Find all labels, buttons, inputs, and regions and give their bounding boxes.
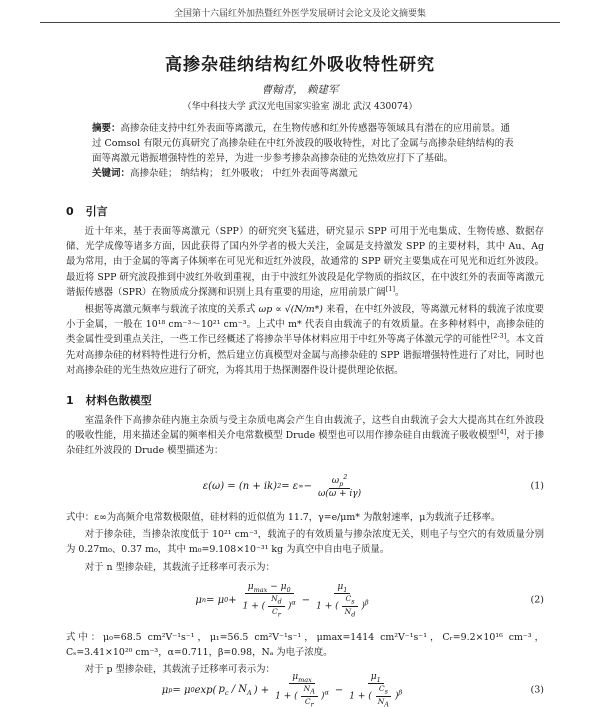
- eq1-explanation: 式中：ε∞为高频介电常数极限值，硅材料的近似值为 11.7，γ=e/μm* 为散射速率，μ为载流子迁移率。: [66, 512, 501, 523]
- equation-number: (3): [530, 684, 544, 696]
- equation-number: (2): [530, 594, 544, 606]
- abstract-text: 高掺杂硅支持中红外表面等离激元，在生物传感和红外传感器等领域具有潜在的应用前景。通过 Comsol 有限元仿真研究了高掺杂硅在中红外波段的吸收特性，对比了金属与高掺杂硅纳结构的表面等离激元谐振增强特性的差异，为进一步参考掺杂高掺杂硅的光热效应打下了基础。: [92, 123, 514, 164]
- citation[interactable]: [1]: [385, 284, 396, 293]
- equation-2: μ n = μ 0 + $\mu_{max} - \mu_0$ 1 + ( $\frac{Nd}{Cr}$ )$^\alpha$ − $\mu_1$ 1 + ( $\frac{Cs}{Nd}$ )$^\beta$ (2): [195, 581, 544, 619]
- model-paragraph-4: 对于 p 型掺杂硅，其载流子迁移率可表示为：: [84, 664, 275, 675]
- abstract: [92, 121, 516, 181]
- model-paragraph-3: 对于 n 型掺杂硅，其载流子迁移率可表示为：: [84, 562, 275, 573]
- intro-paragraph-2: 根据等离激元频率与载流子浓度的关系式 ωp ∝ √(N/m*) 来看，在中红外波段，等离激元材料的载流子浓度要小于金属，一般在 10¹⁸ cm⁻³～10²¹ cm⁻³。上式中 m* 代表自由载流子的有效质量。在多种材料中，高掺杂硅的类金属性受到重点关注，一些工作已经概述了将掺杂半导体材料应用于中红外等离子体激元学的可能性[2-3]。本文首先对高掺杂硅的材料特性进行分析，然后建立仿真模型对金属与高掺杂硅的 SPP 谐振增强特性进行了对比，同时也对高掺杂硅的光生热效应进行了研究，为将其用于热探测器件设计提供理论依据。: [66, 304, 544, 376]
- section-heading-intro: 0 引言: [66, 205, 108, 218]
- keywords-label: 关键词：: [92, 168, 131, 179]
- carrier-range: 10¹⁸ cm⁻³～10²¹ cm⁻³: [145, 319, 247, 331]
- equation-1: ε(ω) = (n + ik) 2 = ε ∞ − $\frac{\omega_p^2}{\omega(\omega + i\gamma)}$ (1): [202, 473, 544, 499]
- model-paragraph-1: 室温条件下高掺杂硅内施主杂质与受主杂质电离会产生自由载流子，这些自由载流子会大大提高其在红外波段的吸收性能，用来描述金属的频率相关介电常数模型 Drude 模型也可以用作掺杂硅自由载流子吸收模型[4]，对于掺杂硅红外波段的 Drude 模型描述为：: [66, 415, 544, 457]
- eq2-explanation: 式中：μ₀=68.5 cm²V⁻¹s⁻¹，μ₁=56.5 cm²V⁻¹s⁻¹，μmax=1414 cm²V⁻¹s⁻¹，Cᵣ=9.2×10¹⁶ cm⁻³，Cₛ=3.41×10²⁰ cm⁻³，α=0.711，β=0.98，Nₐ 为电子浓度。: [66, 632, 544, 659]
- model-paragraph-2: 对于掺杂硅，当掺杂浓度低于 10²¹ cm⁻³，载流子的有效质量与掺杂浓度无关，则电子与空穴的有效质量分别为 0.27m₀、0.37 m₀，其中 m₀=9.108×10⁻³¹ kg 为真空中自由电子质量。: [66, 529, 544, 556]
- intro-paragraph-1: 近十年来，基于表面等离激元（SPP）的研究突飞猛进，研究显示 SPP 可用于光电集成、生物传感、数据存储、光学成像等诸多方面，因此获得了国内外学者的极大关注，金属是支持激发 SPP 的主要材料，其中 Au、Ag 最为常用，由于金属的等离子体频率在可见光和近红外波段，故通常的 SPP 研究主要集成在可见光和近红外波段。最近将 SPP 研究波段推到中波红外收到重视，由于中波红外波段是化学物质的指纹区，在中波红外的表面等离激元谐振传感器（SPR）在物质成分探测和识别上具有重要的用途，应用前景广阔[1]。: [66, 226, 544, 298]
- authors: 曹翰青， 赖建军: [261, 84, 339, 96]
- running-head: 全国第十六届红外加热暨红外医学发展研讨会论文及论文摘要集: [40, 6, 560, 23]
- section-heading-model: 1 材料色散模型: [66, 394, 152, 407]
- plasma-frequency-relation: ωp ∝ √(N/m*): [258, 304, 323, 315]
- citation[interactable]: [2-3]: [490, 332, 507, 341]
- abstract-label: 摘要：: [92, 123, 121, 134]
- equation-number: (1): [530, 480, 544, 492]
- affiliation: （华中科技大学 武汉光电国家实验室 湖北 武汉 430074）: [182, 102, 418, 112]
- paper-title: 高掺杂硅纳结构红外吸收特性研究: [165, 55, 435, 75]
- keywords-text: 高掺杂硅； 纳结构； 红外吸收； 中红外表面等离激元: [130, 168, 358, 179]
- keywords: [92, 166, 516, 181]
- citation[interactable]: [4]: [497, 428, 507, 437]
- equation-3: μ p = μ 0 exp( $p_c / N_A$ ) + $\mu_{max}$ 1 + ( $\frac{NA}{Cr}$ )$^\alpha$ − $\mu_1$ 1 + ( $\frac{Cs}{NA}$ )$^\beta$ (3): [161, 671, 544, 709]
